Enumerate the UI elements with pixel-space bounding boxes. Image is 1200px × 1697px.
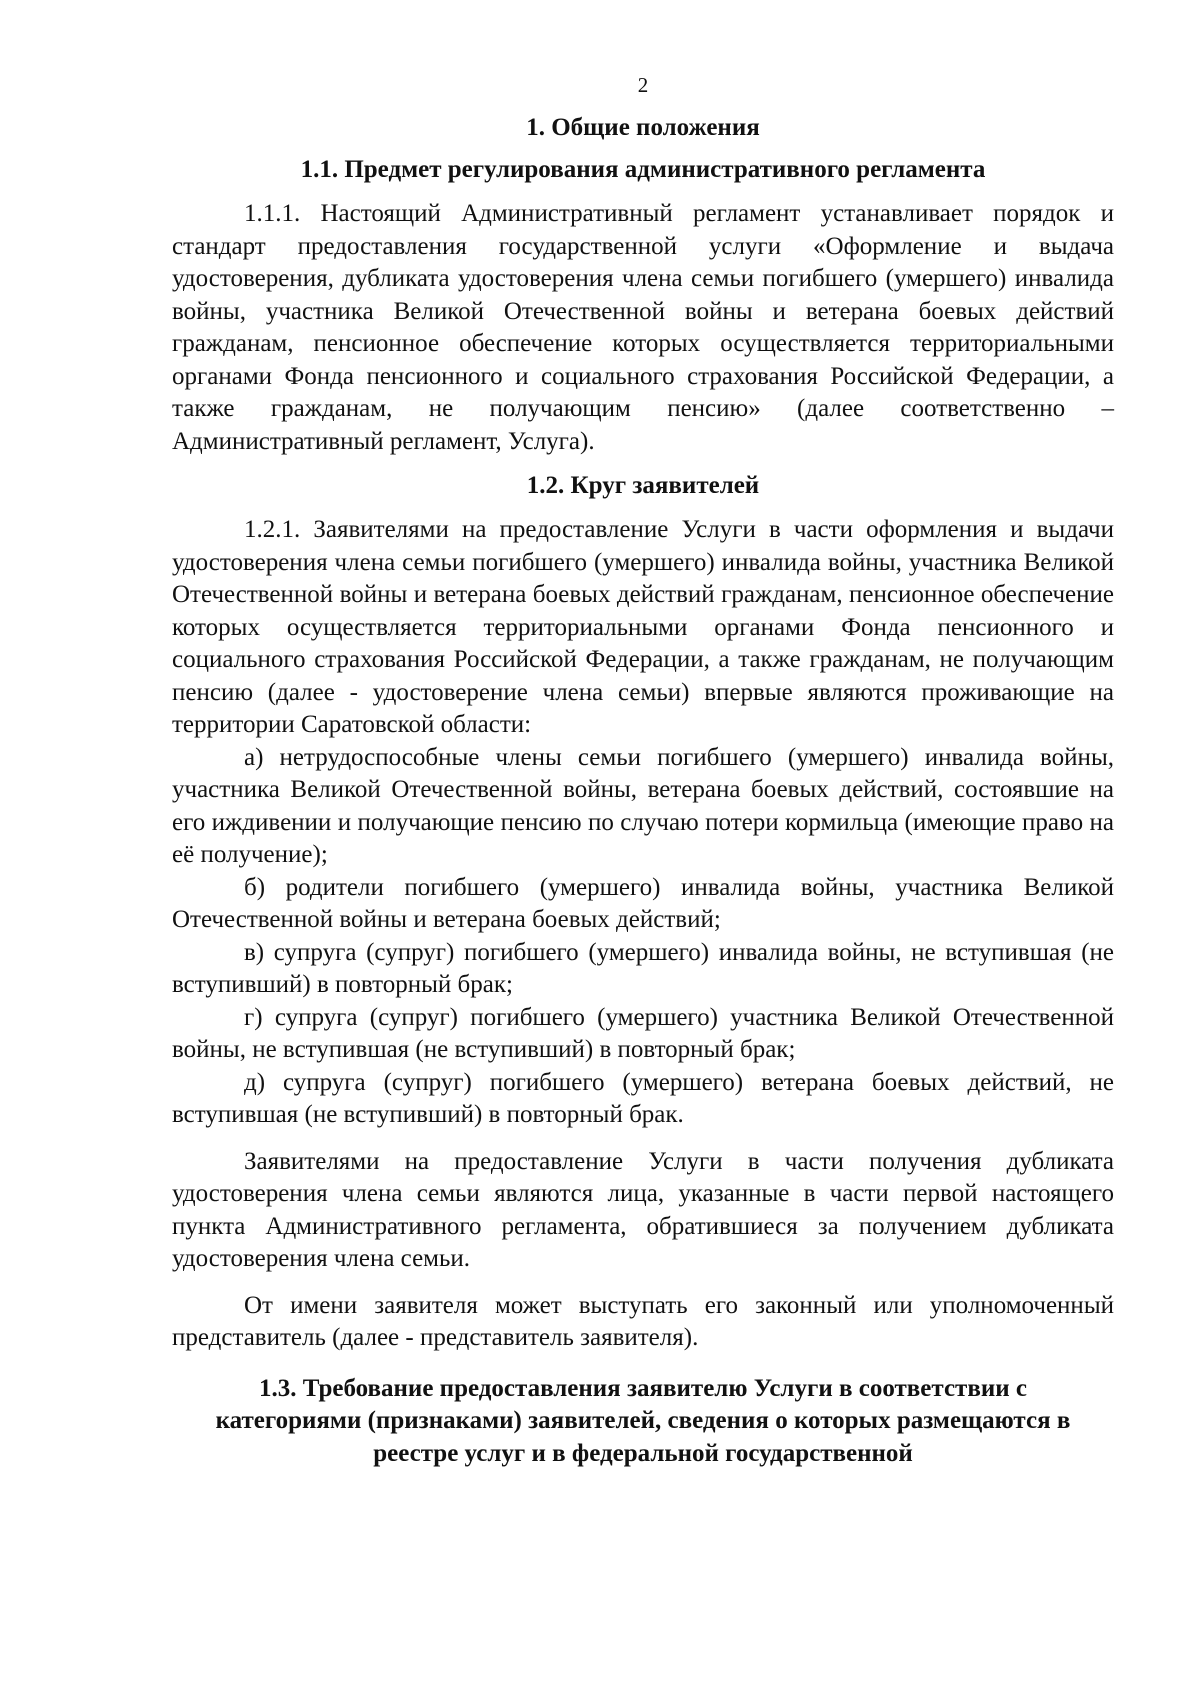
section-1-3-heading: 1.3. Требование предоставления заявителю Услуги в соответствии с категориями (признаками) заявителей, сведения о которых размещаются в реестре услуг и в федеральной государственной <box>215 1374 1071 1467</box>
section-1-1-body <box>172 198 1114 458</box>
section-1-2-body <box>172 514 1114 1355</box>
paragraph-duplicate-applicants: Заявителями на предоставление Услуги в части получения дубликата удостоверения члена семьи являются лица, указанные в части первой настоящего пункта Административного регламента, обратившиеся за получением дубликата удостоверения члена семьи. <box>172 1147 1114 1272</box>
list-item-b: б) родители погибшего (умершего) инвалида войны, участника Великой Отечественной войны и ветерана боевых действий; <box>172 873 1114 933</box>
page-number: 2 <box>637 73 649 97</box>
section-1-2-heading: 1.2. Круг заявителей <box>526 472 760 499</box>
list-item-a: а) нетрудоспособные члены семьи погибшего (умершего) инвалида войны, участника Великой Отечественной войны, ветерана боевых действий, состоявшие на его иждивении и получающие пенсию по случаю потери кормильца (имеющие право на её получение); <box>172 743 1114 868</box>
list-item-d: д) супруга (супруг) погибшего (умершего) ветерана боевых действий, не вступившая (не вступивший) в повторный брак. <box>172 1068 1114 1128</box>
section-1-heading: 1. Общие положения <box>526 114 760 141</box>
list-item-g: г) супруга (супруг) погибшего (умершего) участника Великой Отечественной войны, не вступившая (не вступивший) в повторный брак; <box>172 1003 1114 1063</box>
paragraph-1-2-1: 1.2.1. Заявителями на предоставление Услуги в части оформления и выдачи удостоверения члена семьи погибшего (умершего) инвалида войны, участника Великой Отечественной войны и ветерана боевых действий гражданам, пенсионное обеспечение которых осуществляется территориальными органами Фонда пенсионного и социального страхования Российской Федерации, а также гражданам, не получающим пенсию (далее - удостоверение члена семьи) впервые являются проживающие на территории Саратовской области: <box>172 516 1114 738</box>
list-item-v: в) супруга (супруг) погибшего (умершего) инвалида войны, не вступившая (не вступивший) в повторный брак; <box>172 938 1114 998</box>
paragraph-1-1-1: 1.1.1. Настоящий Административный регламент устанавливает порядок и стандарт предоставления государственной услуги «Оформление и выдача удостоверения, дубликата удостоверения члена семьи погибшего (умершего) инвалида войны, участника Великой Отечественной войны и ветерана боевых действий гражданам, пенсионное обеспечение которых осуществляется территориальными органами Фонда пенсионного и социального страхования Российской Федерации, а также гражданам, не получающим пенсию» (далее соответственно – Административный регламент, Услуга). <box>172 200 1114 455</box>
paragraph-representative: От имени заявителя может выступать его законный или уполномоченный представитель (далее - представитель заявителя). <box>172 1291 1114 1351</box>
section-1-1-heading: 1.1. Предмет регулирования административного регламента <box>300 156 986 183</box>
